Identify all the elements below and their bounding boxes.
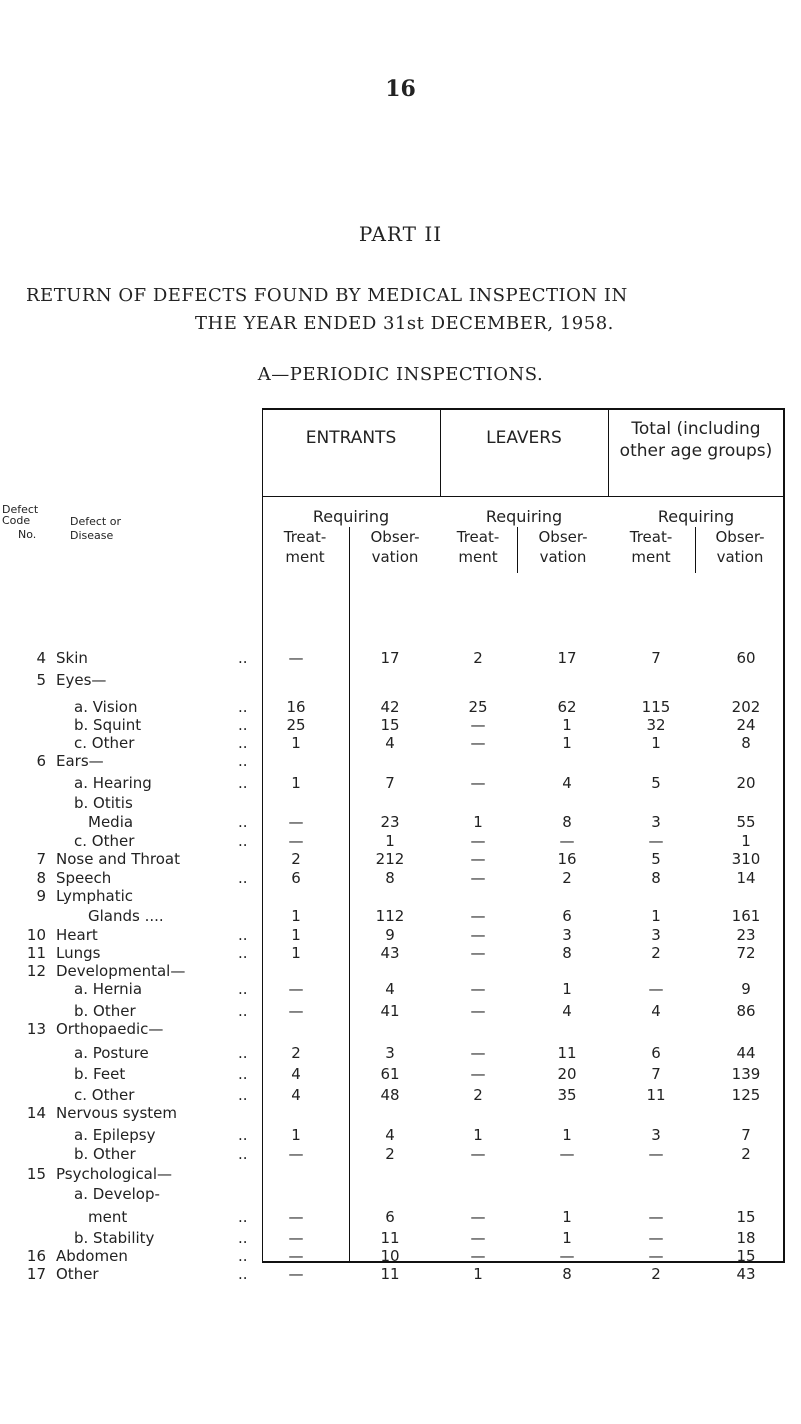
cell-value: 15 (736, 1247, 756, 1265)
defect-label: Lymphatic (56, 887, 133, 905)
table-row (0, 1184, 801, 1204)
defect-code: 15 (26, 1165, 46, 1183)
requiring-leavers: Requiring (485, 507, 563, 526)
cell-value: 86 (736, 1002, 756, 1020)
code-header-line-2: Code (2, 514, 31, 527)
table-row (0, 793, 801, 813)
cell-value: 16 (286, 698, 306, 716)
table-row (0, 648, 801, 668)
sub-header-treatment-leavers: Treat- ment (456, 528, 500, 566)
cell-value: 1 (562, 716, 572, 734)
defect-code: 10 (26, 926, 46, 944)
table-row (0, 979, 801, 999)
defect-code: 11 (26, 944, 46, 962)
cell-value: 3 (651, 1126, 661, 1144)
group-divider-rule (262, 496, 784, 497)
cell-value: 7 (741, 1126, 751, 1144)
leader-dots: .. (238, 698, 248, 716)
cell-value: 1 (473, 813, 483, 831)
cell-value: — (470, 907, 486, 925)
cell-value: 48 (380, 1086, 400, 1104)
cell-value: — (288, 1208, 304, 1226)
report-title-line-2: THE YEAR ENDED 31st DECEMBER, 1958. (195, 313, 614, 334)
cell-value: 6 (651, 1044, 661, 1062)
cell-value: — (559, 1145, 575, 1163)
cell-value: 16 (557, 850, 577, 868)
defect-label: b. Feet (74, 1065, 126, 1083)
cell-value: 8 (741, 734, 751, 752)
table-row (0, 849, 801, 869)
sub-header-observation-leavers: Obser- vation (538, 528, 588, 566)
cell-value: 43 (736, 1265, 756, 1283)
cell-value: 6 (291, 869, 301, 887)
table-row (0, 1085, 801, 1105)
cell-value: 9 (741, 980, 751, 998)
cell-value: 3 (651, 813, 661, 831)
cell-value: 3 (562, 926, 572, 944)
cell-value: 1 (291, 907, 301, 925)
table-row (0, 1207, 801, 1227)
cell-value: 2 (473, 1086, 483, 1104)
cell-value: 2 (291, 850, 301, 868)
cell-value: 5 (651, 774, 661, 792)
cell-value: 7 (385, 774, 395, 792)
code-header-line-1: Defect (2, 503, 39, 516)
cell-value: 6 (562, 907, 572, 925)
cell-value: 8 (562, 1265, 572, 1283)
cell-value: — (648, 1145, 664, 1163)
leader-dots: .. (238, 734, 248, 752)
group-header-total: Total (including other age groups) (619, 419, 773, 461)
defect-label: a. Develop- (74, 1185, 160, 1203)
defect-label: Skin (56, 649, 88, 667)
defect-label: Developmental— (56, 962, 186, 980)
cell-value: 2 (651, 944, 661, 962)
table-row (0, 697, 801, 717)
defect-label: Lungs (56, 944, 101, 962)
table-row (0, 1246, 801, 1266)
cell-value: 11 (557, 1044, 577, 1062)
cell-value: — (470, 980, 486, 998)
cell-value: 14 (736, 869, 756, 887)
defect-code: 7 (36, 850, 46, 868)
cell-value: 4 (385, 734, 395, 752)
cell-value: 4 (562, 774, 572, 792)
cell-value: 1 (562, 980, 572, 998)
leader-dots: .. (238, 1126, 248, 1144)
cell-value: 43 (380, 944, 400, 962)
cell-value: — (470, 774, 486, 792)
cell-value: — (288, 1229, 304, 1247)
cell-value: — (470, 1208, 486, 1226)
section-subtitle: A—PERIODIC INSPECTIONS. (257, 364, 544, 385)
cell-value: 115 (641, 698, 671, 716)
sub-header-observation-total: Obser- vation (715, 528, 765, 566)
defect-code: 14 (26, 1104, 46, 1122)
defect-label: Speech (56, 869, 112, 887)
code-header (2, 503, 54, 542)
cell-value: 17 (557, 649, 577, 667)
table-row (0, 925, 801, 945)
cell-value: 18 (736, 1229, 756, 1247)
cell-value: — (288, 1145, 304, 1163)
requiring-total: Requiring (657, 507, 735, 526)
cell-value: 11 (646, 1086, 666, 1104)
table-row (0, 1103, 801, 1123)
cell-value: 1 (562, 1126, 572, 1144)
cell-value: — (288, 832, 304, 850)
cell-value: 4 (385, 980, 395, 998)
cell-value: 60 (736, 649, 756, 667)
defect-label: Orthopaedic— (56, 1020, 164, 1038)
cell-value: 2 (385, 1145, 395, 1163)
cell-value: 3 (651, 926, 661, 944)
defect-label: Nervous system (56, 1104, 177, 1122)
disease-header-line-2: Disease (70, 529, 114, 542)
defect-code: 5 (36, 671, 46, 689)
cell-value: 61 (380, 1065, 400, 1083)
defect-label: a. Posture (74, 1044, 149, 1062)
cell-value: — (648, 1247, 664, 1265)
cell-value: — (470, 1002, 486, 1020)
leader-dots: .. (238, 832, 248, 850)
group-separator-2 (608, 408, 609, 497)
cell-value: 20 (736, 774, 756, 792)
leader-dots: .. (238, 1247, 248, 1265)
defect-code: 9 (36, 887, 46, 905)
sub-header-treatment-total: Treat- ment (629, 528, 673, 566)
defect-code: 17 (26, 1265, 46, 1283)
table-row (0, 1264, 801, 1284)
leader-dots: .. (238, 1145, 248, 1163)
requiring-entrants: Requiring (312, 507, 390, 526)
cell-value: 25 (286, 716, 306, 734)
leavers-column-rule (517, 527, 518, 573)
cell-value: 15 (380, 716, 400, 734)
page-number: 16 (385, 76, 416, 102)
defect-label: b. Stability (74, 1229, 155, 1247)
cell-value: 2 (651, 1265, 661, 1283)
cell-value: — (470, 1229, 486, 1247)
cell-value: 5 (651, 850, 661, 868)
cell-value: 7 (651, 649, 661, 667)
cell-value: — (288, 1002, 304, 1020)
cell-value: 4 (562, 1002, 572, 1020)
cell-value: 1 (562, 1229, 572, 1247)
cell-value: 1 (562, 1208, 572, 1226)
cell-value: 62 (557, 698, 577, 716)
cell-value: 44 (736, 1044, 756, 1062)
cell-value: 32 (646, 716, 666, 734)
sub-header-treatment-entrants: Treat- ment (283, 528, 327, 566)
leader-dots: .. (238, 1229, 248, 1247)
cell-value: — (648, 980, 664, 998)
defect-code: 6 (36, 752, 46, 770)
leader-dots: .. (238, 1265, 248, 1283)
table-row (0, 1001, 801, 1021)
table-row (0, 1043, 801, 1063)
cell-value: 42 (380, 698, 400, 716)
defect-label: a. Hernia (74, 980, 143, 998)
group-header-entrants: ENTRANTS (305, 428, 397, 448)
defect-label: Psychological— (56, 1165, 173, 1183)
report-title-line-1: RETURN OF DEFECTS FOUND BY MEDICAL INSPECTION IN (26, 285, 628, 306)
table-row (0, 773, 801, 793)
cell-value: 4 (651, 1002, 661, 1020)
cell-value: — (470, 944, 486, 962)
cell-value: 212 (375, 850, 405, 868)
defect-code: 4 (36, 649, 46, 667)
defect-label: Abdomen (56, 1247, 128, 1265)
group-header-leavers: LEAVERS (486, 428, 562, 448)
cell-value: 1 (651, 734, 661, 752)
group-separator-1 (440, 408, 441, 497)
table-row (0, 906, 801, 926)
cell-value: — (470, 716, 486, 734)
defect-label: c. Other (74, 734, 135, 752)
table-row (0, 670, 801, 690)
defect-label: a. Hearing (74, 774, 152, 792)
cell-value: 55 (736, 813, 756, 831)
cell-value: 17 (380, 649, 400, 667)
defect-label: b. Other (74, 1145, 136, 1163)
table-row (0, 831, 801, 851)
cell-value: 4 (291, 1086, 301, 1104)
cell-value: — (470, 926, 486, 944)
defect-code: 8 (36, 869, 46, 887)
code-header-line-3: No. (18, 528, 37, 541)
cell-value: 9 (385, 926, 395, 944)
total-column-rule (695, 527, 696, 573)
disease-header-line-1: Defect or (70, 515, 121, 528)
cell-value: 11 (380, 1265, 400, 1283)
cell-value: 1 (562, 734, 572, 752)
cell-value: — (470, 832, 486, 850)
table-row (0, 715, 801, 735)
cell-value: — (288, 1247, 304, 1265)
cell-value: 2 (741, 1145, 751, 1163)
table-row (0, 1228, 801, 1248)
leader-dots: .. (238, 774, 248, 792)
cell-value: — (470, 1247, 486, 1265)
defect-label: a. Vision (74, 698, 138, 716)
cell-value: 1 (291, 734, 301, 752)
defect-label: Other (56, 1265, 99, 1283)
leader-dots: .. (238, 944, 248, 962)
cell-value: — (288, 649, 304, 667)
cell-value: 8 (385, 869, 395, 887)
defect-label: Media (88, 813, 134, 831)
cell-value: 25 (468, 698, 488, 716)
defect-label: ment (88, 1208, 128, 1226)
leader-dots: .. (238, 752, 248, 770)
cell-value: 23 (380, 813, 400, 831)
leader-dots: .. (238, 1086, 248, 1104)
defect-code: 16 (26, 1247, 46, 1265)
cell-value: 139 (731, 1065, 761, 1083)
cell-value: — (470, 869, 486, 887)
cell-value: 1 (385, 832, 395, 850)
table-row (0, 1144, 801, 1164)
cell-value: 4 (291, 1065, 301, 1083)
leader-dots: .. (238, 1002, 248, 1020)
disease-header (70, 515, 121, 543)
defect-label: Glands .... (88, 907, 164, 925)
cell-value: 2 (291, 1044, 301, 1062)
leader-dots: .. (238, 813, 248, 831)
leader-dots: .. (238, 926, 248, 944)
defect-label: b. Squint (74, 716, 142, 734)
defect-label: Nose and Throat (56, 850, 180, 868)
cell-value: 23 (736, 926, 756, 944)
cell-value: 310 (731, 850, 761, 868)
cell-value: — (470, 1065, 486, 1083)
cell-value: 10 (380, 1247, 400, 1265)
defect-label: b. Otitis (74, 794, 133, 812)
leader-dots: .. (238, 1208, 248, 1226)
defect-label: b. Other (74, 1002, 136, 1020)
leader-dots: .. (238, 1065, 248, 1083)
leader-dots: .. (238, 649, 248, 667)
cell-value: 8 (651, 869, 661, 887)
cell-value: — (470, 1044, 486, 1062)
cell-value: 202 (731, 698, 761, 716)
cell-value: 20 (557, 1065, 577, 1083)
defect-label: c. Other (74, 832, 135, 850)
defect-label: Heart (56, 926, 98, 944)
cell-value: 8 (562, 944, 572, 962)
cell-value: 112 (375, 907, 405, 925)
cell-value: — (559, 832, 575, 850)
cell-value: 15 (736, 1208, 756, 1226)
cell-value: 1 (291, 774, 301, 792)
cell-value: — (648, 1229, 664, 1247)
cell-value: 72 (736, 944, 756, 962)
cell-value: 3 (385, 1044, 395, 1062)
leader-dots: .. (238, 1044, 248, 1062)
cell-value: — (288, 813, 304, 831)
cell-value: 2 (473, 649, 483, 667)
defect-label: c. Other (74, 1086, 135, 1104)
cell-value: 1 (741, 832, 751, 850)
defect-code: 12 (26, 962, 46, 980)
leader-dots: .. (238, 980, 248, 998)
defect-label: a. Epilepsy (74, 1126, 156, 1144)
table-row (0, 1064, 801, 1084)
cell-value: — (470, 1145, 486, 1163)
cell-value: 1 (473, 1126, 483, 1144)
cell-value: — (288, 980, 304, 998)
cell-value: — (648, 832, 664, 850)
cell-value: 1 (473, 1265, 483, 1283)
table-row (0, 733, 801, 753)
cell-value: — (470, 734, 486, 752)
defect-label: Ears— (56, 752, 104, 770)
cell-value: 11 (380, 1229, 400, 1247)
cell-value: — (559, 1247, 575, 1265)
cell-value: 1 (651, 907, 661, 925)
table-row (0, 961, 801, 981)
table-row (0, 886, 801, 906)
cell-value: 1 (291, 926, 301, 944)
defect-label: Eyes— (56, 671, 107, 689)
cell-value: 161 (731, 907, 761, 925)
cell-value: 35 (557, 1086, 577, 1104)
defect-code: 13 (26, 1020, 46, 1038)
cell-value: 1 (291, 944, 301, 962)
leader-dots: .. (238, 716, 248, 734)
cell-value: 7 (651, 1065, 661, 1083)
cell-value: 8 (562, 813, 572, 831)
cell-value: 41 (380, 1002, 400, 1020)
table-row (0, 1019, 801, 1039)
table-row (0, 868, 801, 888)
table-row (0, 943, 801, 963)
cell-value: — (288, 1265, 304, 1283)
cell-value: 1 (291, 1126, 301, 1144)
table-row (0, 751, 801, 771)
table-top-rule (262, 408, 784, 410)
sub-header-observation-entrants: Obser- vation (370, 528, 420, 566)
cell-value: 4 (385, 1126, 395, 1144)
leader-dots: .. (238, 869, 248, 887)
cell-value: 2 (562, 869, 572, 887)
cell-value: — (648, 1208, 664, 1226)
cell-value: 125 (731, 1086, 761, 1104)
table-row (0, 1125, 801, 1145)
cell-value: — (470, 850, 486, 868)
part-heading: PART II (358, 222, 443, 246)
cell-value: 6 (385, 1208, 395, 1226)
table-row (0, 1164, 801, 1184)
cell-value: 24 (736, 716, 756, 734)
table-row (0, 812, 801, 832)
